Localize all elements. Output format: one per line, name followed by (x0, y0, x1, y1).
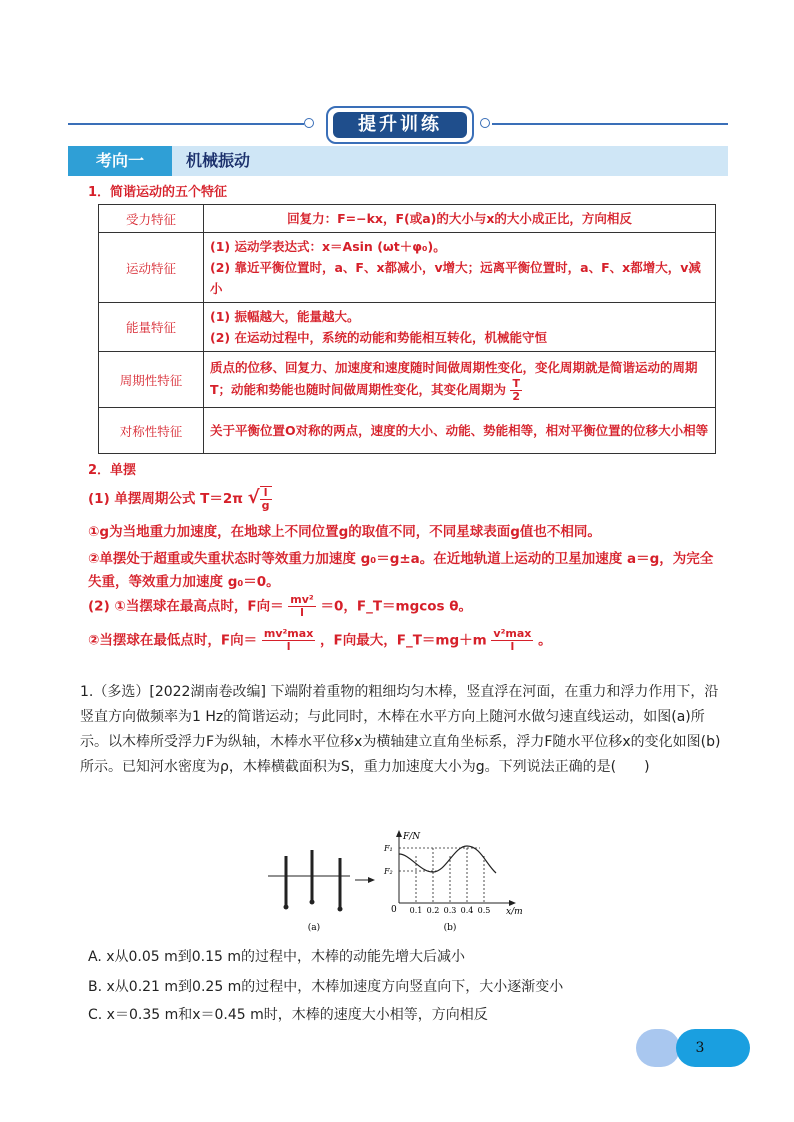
row-value (204, 352, 716, 408)
fig-a-caption: (a) (307, 923, 321, 933)
title-rule-dot-right (480, 118, 490, 128)
table-row (99, 352, 716, 408)
row-key: 受力特征 (99, 205, 204, 233)
periodicity-text: 质点的位移、回复力、加速度和速度随时间做周期性变化，变化周期就是简谐运动的周期T；动能和势能也随时间做周期性变化，其变化周期为 (210, 359, 698, 397)
x-axis-arrow-icon (509, 900, 516, 906)
x-tick-0.4: 0.4 (460, 906, 474, 915)
lowest-fraction-2: $\frac{\text{v²max}}{l}$ (493, 627, 532, 653)
row-value: 回复力：F=−kx，F(或a)的大小与x的大小成正比，方向相反 (204, 205, 716, 233)
title-rule-dot-left (304, 118, 314, 128)
x-tick-0.5: 0.5 (477, 906, 491, 915)
highest-fraction: $\frac{\text{mv²}}{l}$ (290, 593, 314, 619)
row-key: 运动特征 (99, 233, 204, 303)
option-a: A. x从0.05 m到0.15 m的过程中，木棒的动能先增大后减小 (88, 949, 466, 965)
lowest-fraction: $\frac{\text{mv²max}}{l}$ (263, 627, 314, 653)
x-axis-label: x/m (506, 907, 523, 917)
pendulum-heading: 2．单摆 (88, 463, 137, 478)
title-rule-left (68, 123, 304, 125)
arrow-head-icon (368, 877, 375, 883)
figure-a (260, 850, 380, 940)
row-value: (1) 运动学表达式：x＝Asin (ωt＋φ₀)。 (2) 靠近平衡位置时，a、F、x都减小，v增大；远离平衡位置时，a、F、x都增大，v减小 (204, 233, 716, 303)
weight-1 (284, 905, 289, 910)
f1-label: F₁ (384, 844, 393, 853)
x-tick-0.2: 0.2 (426, 906, 440, 915)
title-badge (326, 106, 474, 144)
section-title: 机械振动 (186, 151, 251, 170)
pendulum-lowest: ②当摆球在最低点时，F向＝ $\frac{\text{mv²max}}{l}$ ，F向最大，F_T＝mg＋m $\frac{\text{v²max}}{l}$ 。 (88, 627, 552, 653)
x-tick-0.1: 0.1 (409, 906, 423, 915)
buoyancy-curve (399, 846, 496, 873)
page-number: 3 (695, 1040, 705, 1056)
title-rule-right (492, 123, 728, 125)
y-axis-arrow-icon (396, 830, 402, 837)
row-key: 对称性特征 (99, 408, 204, 454)
option-c: C. x＝0.35 m和x＝0.45 m时，木棒的速度大小相等，方向相反 (88, 1007, 488, 1023)
row-value: (1) 振幅越大，能量越大。 (2) 在运动过程中，系统的动能和势能相互转化，机械能守恒 (204, 303, 716, 352)
pendulum-highest: (2) ①当摆球在最高点时，F向＝ $\frac{\text{mv²}}{l}$ ＝0，F_T＝mgcos θ。 (88, 593, 473, 619)
table-row (99, 233, 716, 303)
page-title: 提升训练 (333, 112, 467, 138)
row-key: 能量特征 (99, 303, 204, 352)
pendulum-note-2b: 失重，等效重力加速度 g₀＝0。 (88, 574, 280, 590)
x-tick-0.3: 0.3 (443, 906, 457, 915)
question-text: 1.（多选）[2022湖南卷改编] 下端附着重物的粗细均匀木棒，竖直浮在河面，在重力和浮力作用下，沿竖直方向做频率为1 Hz的简谐运动；与此同时，木棒在水平方向上随河水做匀速直线运动，如图(a)所示。以木棒所受浮力F为纵轴，木棒水平位移x为横轴建立直角坐标系，浮力F随水平位移x的变化如图(b)所示。已知河水密度为ρ，木棒横截面积为S，重力加速度大小为g。下列说法正确的是( ) (80, 684, 721, 775)
weight-3 (338, 907, 343, 912)
table-row (99, 408, 716, 454)
row-value: 关于平衡位置O对称的两点，速度的大小、动能、势能相等，相对平衡位置的位移大小相等 (204, 408, 716, 454)
period-fraction: $\frac{T}{2}$ (512, 376, 521, 403)
weight-2 (310, 900, 315, 905)
y-axis-label: F/N (403, 832, 421, 842)
fig-b-caption: (b) (443, 923, 457, 933)
section-header (68, 146, 728, 176)
pendulum-formula: (1) 单摆周期公式 T＝2π √ $\frac{l}{g}$ (88, 486, 270, 512)
origin-label: 0 (391, 905, 397, 915)
table-row (99, 303, 716, 352)
shm-heading: 1．简谐运动的五个特征 (88, 185, 228, 200)
sqrt-icon: √ (247, 487, 260, 508)
page-badge-left (636, 1029, 680, 1067)
row-key: 周期性特征 (99, 352, 204, 408)
section-tag: 考向一 (68, 146, 172, 176)
figure-b (380, 828, 530, 940)
pendulum-note-1: ①g为当地重力加速度，在地球上不同位置g的取值不同，不同星球表面g值也不相同。 (88, 524, 601, 540)
sqrt-fraction: $\frac{l}{g}$ (261, 486, 270, 512)
option-b: B. x从0.21 m到0.25 m的过程中，木棒加速度方向竖直向下，大小逐渐变小 (88, 979, 564, 995)
table-row (99, 205, 716, 233)
shm-feature-table (98, 204, 716, 454)
pendulum-note-2a: ②单摆处于超重或失重状态时等效重力加速度 g₀＝g±a。在近地轨道上运动的卫星加速度 a＝g，为完全 (88, 551, 714, 567)
f2-label: F₂ (384, 867, 393, 876)
